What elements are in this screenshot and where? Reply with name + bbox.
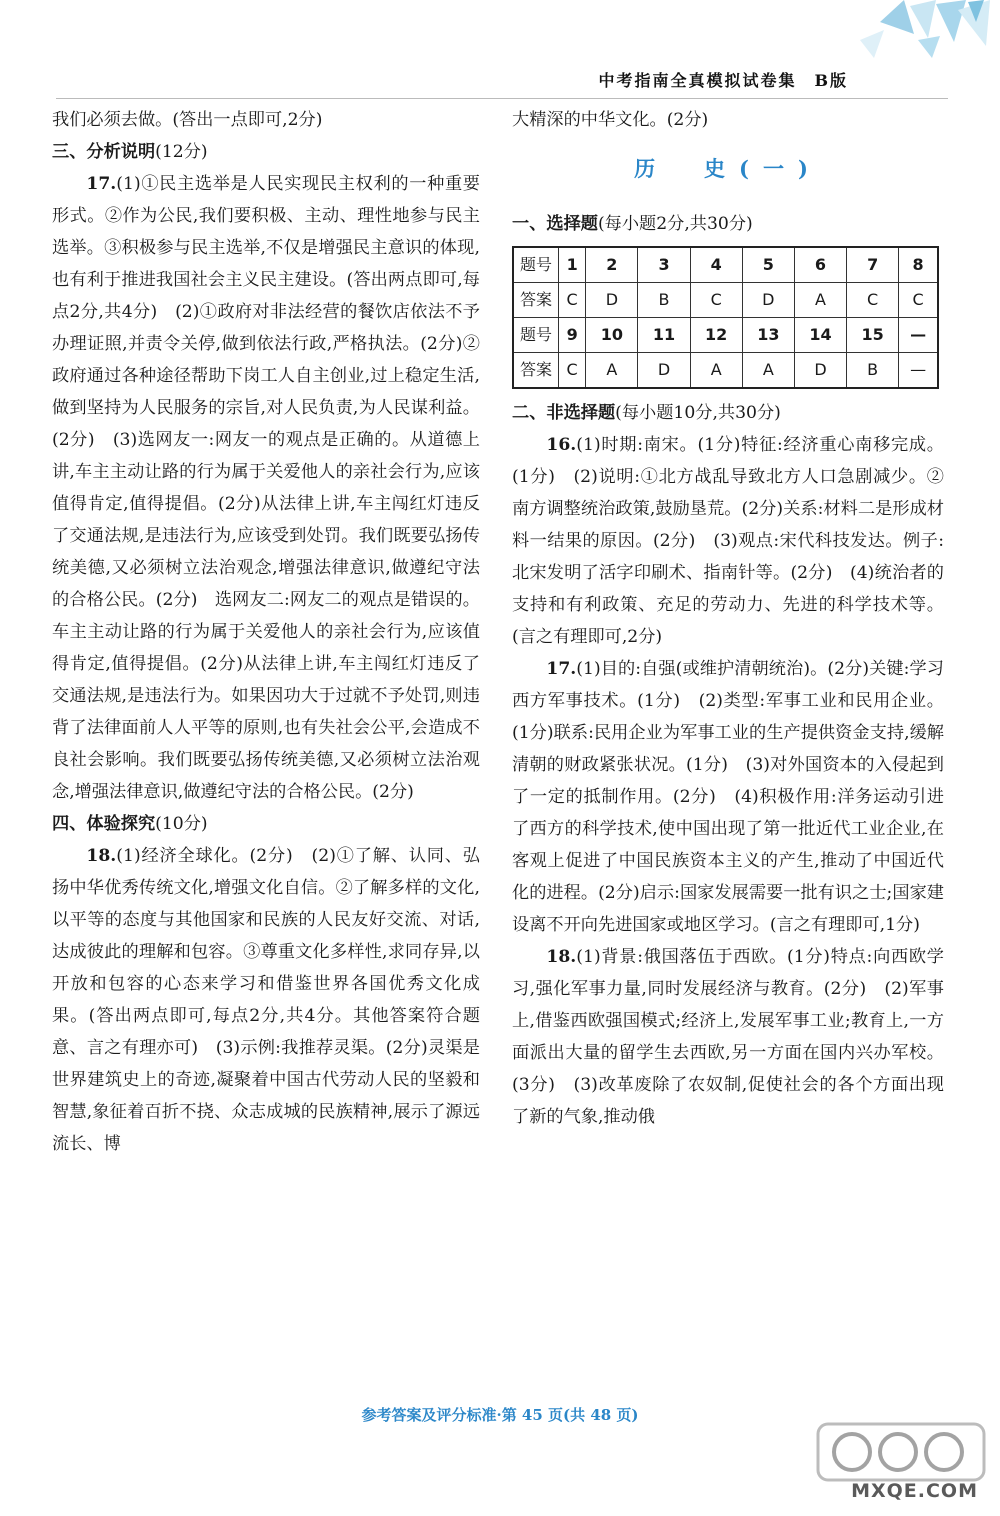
- table-row: [513, 318, 938, 353]
- table-cell: D: [794, 353, 846, 389]
- section-heading-analysis: [52, 136, 480, 168]
- header-divider: [56, 98, 948, 99]
- table-cell: 3: [638, 247, 690, 283]
- row-label: 题号: [513, 247, 559, 283]
- header-decoration: [840, 0, 1000, 60]
- question-number: 17.: [86, 174, 117, 194]
- table-row: [513, 283, 938, 318]
- table-cell: 1: [559, 247, 586, 283]
- heading-text: 一、选择题: [512, 214, 598, 234]
- heading-text: 二、非选择题: [512, 403, 616, 423]
- table-cell: C: [690, 283, 742, 318]
- table-cell: 9: [559, 318, 586, 353]
- table-cell: D: [638, 353, 690, 389]
- row-label: 答案: [513, 353, 559, 389]
- section-heading-experience: [52, 808, 480, 840]
- table-cell: C: [559, 353, 586, 389]
- question-number: 16.: [546, 435, 577, 455]
- table-cell: —: [899, 318, 938, 353]
- watermark-text: MXQE.COM: [851, 1480, 978, 1502]
- history-section-title: 历 史(一): [634, 156, 822, 181]
- answer-17-history: [512, 653, 944, 941]
- heading-note: (12分): [155, 142, 208, 162]
- answer-16: [512, 429, 944, 653]
- left-column: [52, 104, 480, 1160]
- header-title: 中考指南全真模拟试卷集 B版: [598, 71, 848, 90]
- answer-text: (1)时期:南宋。(1分)特征:经济重心南移完成。(1分) (2)说明:①北方战乱导致北方人口急剧减少。②南方调整统治政策,鼓励垦荒。(2分)关系:材料二是形成材料一结果的原因。(2分) (3)观点:宋代科技发达。例子:北宋发明了活字印刷术、指南针等。(2分) (4)统治者的支持和有利政策、充足的劳动力、先进的科学技术等。(言之有理即可,2分): [512, 435, 944, 647]
- table-cell: 15: [847, 318, 899, 353]
- heading-text: 三、分析说明: [52, 142, 156, 162]
- table-cell: D: [742, 283, 794, 318]
- table-cell: B: [638, 283, 690, 318]
- question-number: 18.: [546, 947, 577, 967]
- answer-17: [52, 168, 480, 808]
- row-label: 题号: [513, 318, 559, 353]
- heading-note: (10分): [155, 814, 208, 834]
- table-row: [513, 247, 938, 283]
- table-cell: 10: [586, 318, 638, 353]
- section-heading-choice: [512, 208, 944, 240]
- answer-text: (1)目的:自强(或维护清朝统治)。(2分)关键:学习西方军事技术。(1分) (2)类型:军事工业和民用企业。(1分)联系:民用企业为军事工业的生产提供资金支持,缓解清朝的财政紧张状况。(1分) (3)对外国资本的入侵起到了一定的抵制作用。(2分) (4)积极作用:洋务运动引进了西方的科学技术,使中国出现了第一批近代工业企业,在客观上促进了中国民族资本主义的产生,推动了中国近代化的进程。(2分)启示:国家发展需要一批有识之士;国家建设离不开向先进国家或地区学习。(言之有理即可,1分): [512, 659, 944, 935]
- table-cell: A: [690, 353, 742, 389]
- table-cell: C: [847, 283, 899, 318]
- table-cell: C: [559, 283, 586, 318]
- answer-text: (1)经济全球化。(2分) (2)①了解、认同、弘扬中华优秀传统文化,增强文化自信。②了解多样的文化,以平等的态度与其他国家和民族的人民友好交流、对话,达成彼此的理解和包容。③尊重文化多样性,求同存异,以开放和包容的心态来学习和借鉴世界各国优秀文化成果。(答出两点即可,每点2分,共4分。其他答案符合题意、言之有理亦可) (3)示例:我推荐灵渠。(2分)灵渠是世界建筑史上的奇迹,凝聚着中国古代劳动人民的坚毅和智慧,象征着百折不挠、众志成城的民族精神,展示了源远流长、博: [52, 846, 480, 1154]
- row-label: 答案: [513, 283, 559, 318]
- paragraph-continuation: 我们必须去做。(答出一点即可,2分): [52, 110, 323, 130]
- table-cell: D: [586, 283, 638, 318]
- heading-note: (每小题10分,共30分): [615, 403, 781, 423]
- heading-text: 四、体验探究: [52, 814, 156, 834]
- table-cell: 2: [586, 247, 638, 283]
- table-cell: 5: [742, 247, 794, 283]
- table-cell: 7: [847, 247, 899, 283]
- page-footer: 参考答案及评分标准·第 45 页(共 48 页): [361, 1406, 639, 1424]
- table-cell: C: [899, 283, 938, 318]
- table-cell: 13: [742, 318, 794, 353]
- answer-text: (1)背景:俄国落伍于西欧。(1分)特点:向西欧学习,强化军事力量,同时发展经济与教育。(2分) (2)军事上,借鉴西欧强国模式;经济上,发展军事工业;教育上,一方面派出大量的留学生去西欧,另一方面在国内兴办军校。(3分) (3)改革废除了农奴制,促使社会的各个方面出现了新的气象,推动俄: [512, 947, 944, 1127]
- table-cell: 6: [794, 247, 846, 283]
- heading-note: (每小题2分,共30分): [597, 214, 753, 234]
- question-number: 18.: [86, 846, 117, 866]
- answer-table: [512, 246, 939, 389]
- table-cell: 8: [899, 247, 938, 283]
- table-cell: A: [742, 353, 794, 389]
- question-number: 17.: [546, 659, 577, 679]
- table-row: [513, 353, 938, 389]
- table-cell: 4: [690, 247, 742, 283]
- answer-18-history: [512, 941, 944, 1133]
- table-cell: A: [586, 353, 638, 389]
- table-cell: 11: [638, 318, 690, 353]
- table-cell: A: [794, 283, 846, 318]
- table-cell: 14: [794, 318, 846, 353]
- table-cell: —: [899, 353, 938, 389]
- table-cell: 12: [690, 318, 742, 353]
- right-column: [512, 104, 944, 1133]
- answer-text: (1)①民主选举是人民实现民主权利的一种重要形式。②作为公民,我们要积极、主动、理性地参与民主选举。③积极参与民主选举,不仅是增强民主意识的体现,也有利于推进我国社会主义民主建设。(答出两点即可,每点2分,共4分) (2)①政府对非法经营的餐饮店依法不予办理证照,并责令关停,做到依法行政,严格执法。(2分)②政府通过各种途径帮助下岗工人自主创业,过上稳定生活,做到坚持为人民服务的宗旨,对人民负责,为人民谋利益。(2分) (3)选网友一:网友一的观点是正确的。从道德上讲,车主主动让路的行为属于关爱他人的亲社会行为,应该值得肯定,值得提倡。(2分)从法律上讲,车主闯红灯违反了交通法规,是违法行为,应该受到处罚。我们既要弘扬传统美德,又必须树立法治观念,增强法律意识,做遵纪守法的合格公民。(2分) 选网友二:网友二的观点是错误的。车主主动让路的行为属于关爱他人的亲社会行为,应该值得肯定,值得提倡。(2分)从法律上讲,车主闯红灯违反了交通法规,是违法行为。如果因功大于过就不予处罚,则违背了法律面前人人平等的原则,也有失社会公平,会造成不良社会影响。我们既要弘扬传统美德,又必须树立法治观念,增强法律意识,做遵纪守法的合格公民。(2分): [52, 174, 480, 802]
- paragraph-continuation: 大精深的中华文化。(2分): [512, 110, 709, 130]
- section-heading-nonchoice: [512, 397, 944, 429]
- table-cell: B: [847, 353, 899, 389]
- answer-18: [52, 840, 480, 1160]
